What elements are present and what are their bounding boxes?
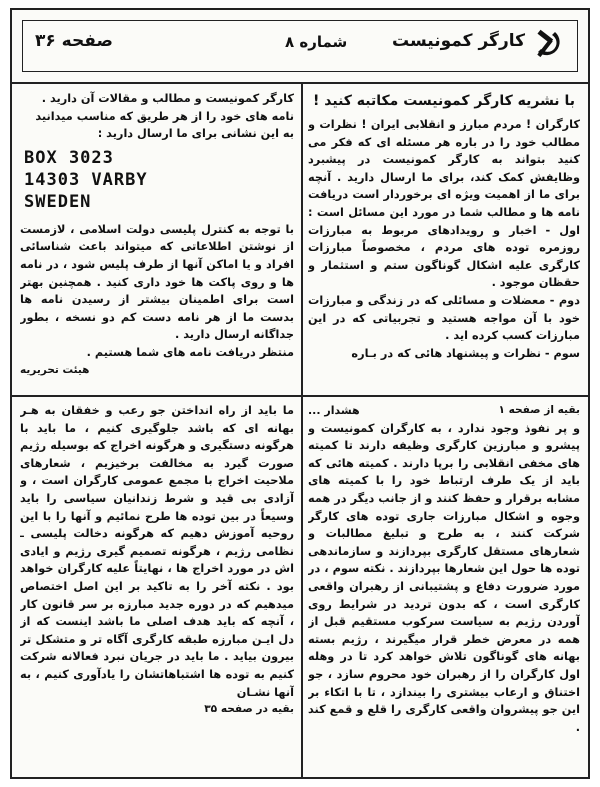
paragraph: کارگران ! مردم مبارز و انقلابی ایران ! نظرات و مطالب خود را در باره هر مسئله ای که فکر می کنید بتواند به کارگر کمونیست در پیشبرد وظایفش کمک کند، برای ما ارسال دارید . آنچه برای ما از اهمیت ویژه ای برخوردار است دریافت نامه ها و مطالب شما در مورد این مسائل است : اول - اخبار و رویدادهای مربوط به مبارزات روزمره توده های مردم ، مخصوصاً مبارزات کارگری علیه اشکال گوناگون ستم و استثمار و حقظان موجود . — [308, 118, 580, 290]
column-divider-top — [301, 82, 303, 395]
warning-article-column — [308, 402, 580, 774]
intro-line: به این نشانی برای ما ارسال دارید : — [97, 127, 294, 141]
security-note: با توجه به کنترل پلیسی دولت اسلامی ، لازمست از نوشتن اطلاعاتی که میتواند باعث شناسائی افراد و یا اماکن آنها از طرف پلیس شود ، در نامه ها و روی پاکت ها خود داری کنید . همچنین بهتر است برای اطمینان بیشتر از رسیدن نامه ها بدست ما از هر نامه دست کم دو نسخه ، بطور جداگانه ارسال دارید . — [20, 222, 294, 342]
correspondence-column — [308, 90, 580, 390]
address-line: BOX 3023 — [24, 147, 114, 168]
paragraph: سوم - نظرات و پیشنهاد هائی که در بـاره — [351, 346, 580, 360]
newspaper-page — [10, 8, 590, 779]
continued-on: بقیه در صفحه ۳۵ — [204, 703, 294, 716]
address-column — [20, 90, 294, 390]
mailing-address — [24, 147, 294, 213]
address-line: SWEDEN — [24, 191, 92, 212]
intro-line: کارگر کمونیست و مطالب و مقالات آن دارید . — [41, 92, 294, 105]
intro-line: نامه های خود را از هر طریق که مناسب میدانید — [35, 109, 294, 123]
labor-law-column — [20, 402, 294, 774]
masthead-frame — [22, 20, 578, 72]
page-number: صفحه ۳۶ — [35, 31, 113, 51]
continued-from: بقیه از صفحه ۱ — [498, 404, 580, 416]
article-text: ما باید از راه انداختن جو رعب و خفقان به هـر بهانه ای که باشد جلوگیری کنیم ، ما باید با هرگونه دستگیری و هرگونه اخراج که بوسیله رژیم صورت گیرد به مخالفت برخیزیم ، شعارهای ملاحیت اخراج با مجمع عمومی کارگران است ، و آزادی بی قید و شرط زندانیان سیاسی را باید وسیعاً در بین توده ها طرح نمائیم و آنها را با این روحیه آموزش دهیم که هرگونه دخالت پلیسی ـ نظامی رژیم ، هرگونه تصمیم گیری رژیم و ایادی اش در مورد اخراج ها ، نهایتاً علیه کارگران خواهد بود . نکته آخر را به تاکید بر این اصل اختصاص میدهیم که در دوره جدید مبارزه بر سر قانون کار ، آنچه که باید هدف اصلی ما باشد اینست که از دل ایـن مبارزه طبقه کارگری آگاه تر و متشکل تر بیرون بیاید . ما باید در جریان نبرد فعالانه شرکت کنیم به توده ها اشتباهاتشان را یادآوری کنیم ، به آنها نشـان — [20, 404, 294, 699]
column-divider-bottom — [301, 397, 303, 777]
paragraph: دوم - معضلات و مسائلی که در زندگی و مبارزات خود با آن مواجه هستید و تجربیاتی که در این مبارزات کسب کرده اید . — [308, 293, 580, 343]
article-heading: با نشریه کارگر کمونیست مکاتبه کنید ! — [313, 93, 575, 109]
publication-title: کارگر کمونیست — [392, 31, 525, 51]
masthead — [12, 10, 588, 84]
issue-number: شماره ۸ — [285, 33, 348, 51]
editorial-signature: هیئت تحریریه — [20, 363, 90, 376]
continuation-header — [308, 402, 580, 420]
article-text: و پر نفوذ وجود ندارد ، به کارگران کمونیست و پیشرو و مبارزین کارگری وظیفه دارند تا کمیته های مخفی انقلابی را برپا دارند . کمیته هائی که باید از یک طرف ارتباط خود را با کمیته های مشابه برقرار و حفظ کنند و از جانب دیگر در همه وجوه و اشکال مبارزات جاری توده های کارگر شرکت کنند ، به طرح و تبلیغ مطالبات و شعارهای مستقل کارگری بپردازند و سازماندهی توده ها حول این شعارها بپردازند . نکته سوم ، در مورد ضرورت دفاع و پشتیبانی از رهبران واقعی کارگری است ، که بدون تردید در شرایط روی آوردن رژیم به سیاست سرکوب مستقیم قبل از همه در معرض خطر قرار میگیرند ، رژیم بسته بهانه های گوناگون تلاش خواهد کرد تا در وهله اول کارگران را از رهبران خود محروم سازد ، جو اختناق و ارعاب بیشتری را بیندازد ، تا با اتکاء بر این جو پیشروان واقعی کارگری را قلع و قمع کند . — [308, 421, 580, 734]
hammer-sickle-icon — [529, 25, 569, 65]
closing-line: منتظر دریافت نامه های شما هستیم . — [86, 345, 294, 359]
address-line: 14303 VARBY — [24, 169, 148, 190]
section-title: هشدار ... — [308, 404, 360, 417]
section-divider — [12, 395, 588, 397]
